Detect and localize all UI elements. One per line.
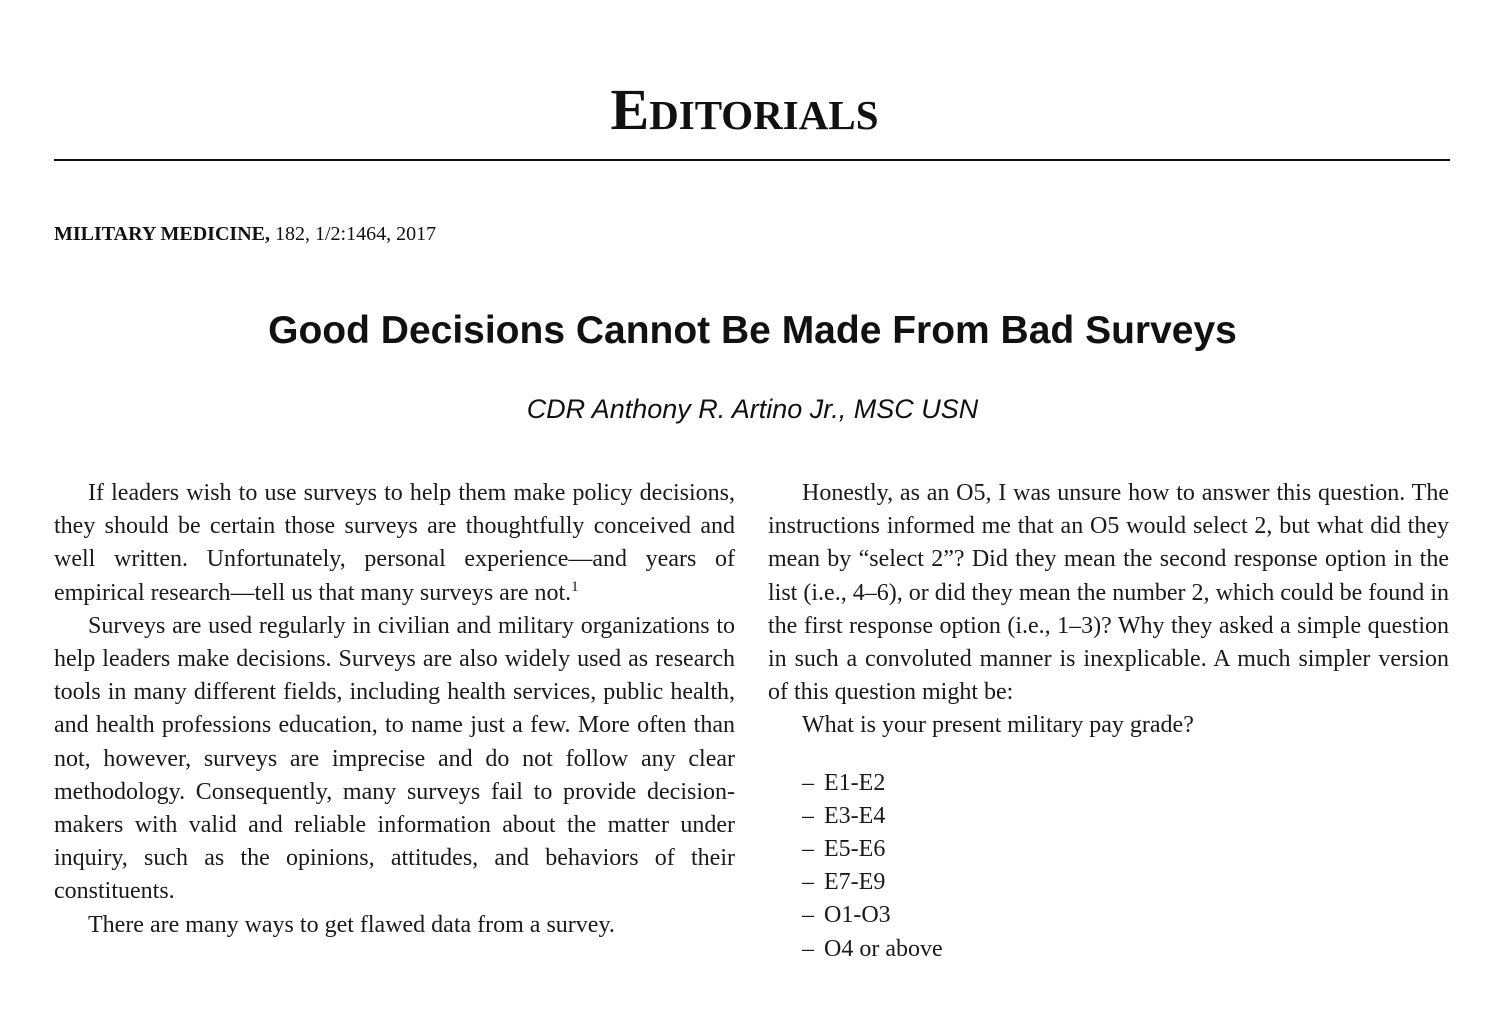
paragraph-1 xyxy=(54,477,735,610)
article-title: Good Decisions Cannot Be Made From Bad Surveys xyxy=(268,309,1237,352)
response-option-label: O4 or above xyxy=(824,935,943,962)
response-option xyxy=(802,833,1449,866)
response-option-label: E3-E4 xyxy=(824,802,886,829)
response-option-list xyxy=(768,767,1449,966)
dash-glyph: – xyxy=(802,802,814,829)
dash-glyph: – xyxy=(802,836,814,863)
response-option xyxy=(802,866,1449,899)
journal-name: MILITARY MEDICINE, xyxy=(54,223,270,245)
dash-glyph: – xyxy=(802,935,814,962)
paragraph-2: Surveys are used regularly in civilian and military organizations to help leaders make decisions. Surveys are also widely used as research tools in many different fields, including health services, public health, and health professions education, to name just a few. More often than not, however, surveys are imprecise and do not follow any clear methodology. Consequently, many surveys fail to provide decision-makers with valid and reliable information about the matter under inquiry, such as the opinions, attitudes, and behaviors of their constituents. xyxy=(54,612,735,905)
dash-glyph: – xyxy=(802,869,814,896)
response-option xyxy=(802,767,1449,800)
citation-line xyxy=(54,221,436,247)
reference-superscript[interactable]: 1 xyxy=(571,578,579,595)
response-option xyxy=(802,800,1449,833)
paragraph-4: Honestly, as an O5, I was unsure how to answer this question. The instructions informed me that an O5 would select 2, but what did they mean by “select 2”? Did they mean the second response option in the list (i.e., 4–6), or did they mean the number 2, which could be found in the first response option (i.e., 1–3)? Why they asked a simple question in such a convoluted manner is inexplicable. A much simpler version of this question might be: xyxy=(768,480,1449,706)
response-option-label: E1-E2 xyxy=(824,769,886,796)
header-rule xyxy=(54,159,1450,161)
response-option xyxy=(802,933,1449,966)
response-option-label: E5-E6 xyxy=(824,836,886,863)
example-question: What is your present military pay grade? xyxy=(802,712,1194,739)
response-option xyxy=(802,899,1449,932)
left-column xyxy=(54,477,735,942)
citation-details: 182, 1/2:1464, 2017 xyxy=(269,223,437,245)
paragraph-1-text: If leaders wish to use surveys to help them make policy decisions, they should be certain those surveys are thoughtfully conceived and well written. Unfortunately, personal experience—and years of empirical research—tell us that many surveys are not. xyxy=(54,480,735,606)
paragraph-3: There are many ways to get flawed data from a survey. xyxy=(88,911,615,938)
article-author: CDR Anthony R. Artino Jr., MSC USN xyxy=(526,394,979,424)
dash-glyph: – xyxy=(802,902,814,929)
right-column xyxy=(768,477,1449,966)
section-header: Editorials xyxy=(610,77,879,142)
response-option-label: E7-E9 xyxy=(824,869,886,896)
response-option-label: O1-O3 xyxy=(824,902,891,929)
dash-glyph: – xyxy=(802,769,814,796)
